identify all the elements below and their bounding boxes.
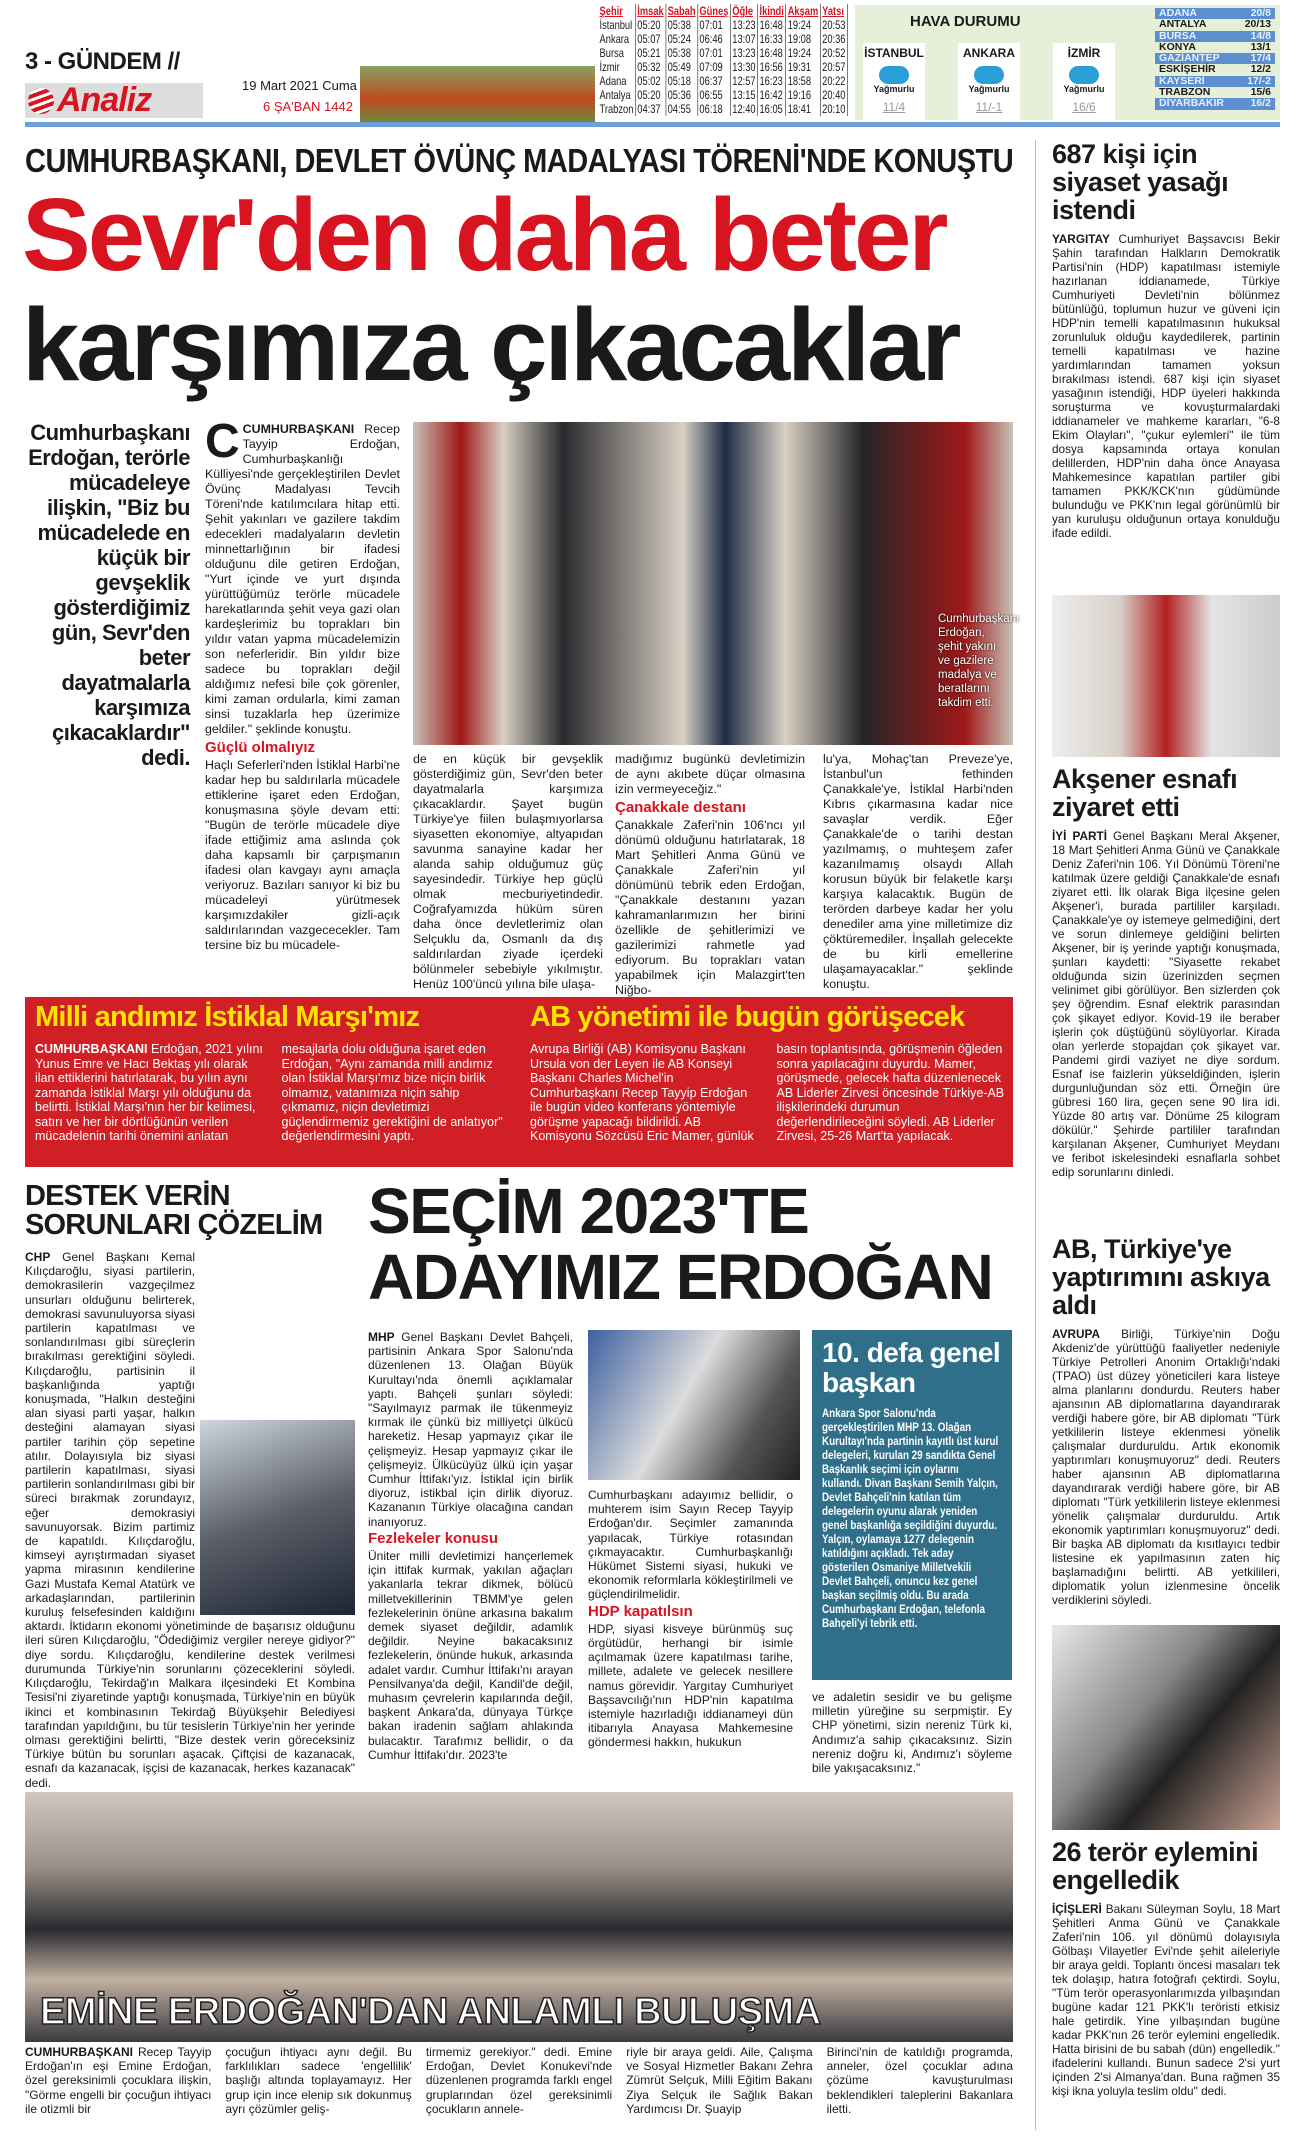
- rain-cloud-icon: [879, 66, 909, 84]
- prayer-cell: 06:46: [697, 32, 730, 46]
- article-col-1: CCUMHURBAŞKANI Recep Tayyip Erdoğan, Cumhurbaşkanlığı Külliyesi'nde gerçekleştirilen Devlet Övünç Madalyası Tevcih Töreni'nde katılımcılara hitap etti. Şehit yakınları ve gazilere takdim edecekleri madalyaların devletin minnettarlığının bir ifadesi olduğunu dile getiren Erdoğan, "Yurt içinde ve yurt dışında yürüttüğümüz terörle mücadele harekatlarında şehit veya gazi olan kardeşlerimiz bu toprakları bin yıldır vatan yapma mücadelemizin son neferleridir. Bin yıldır bize sadece bu toprakları değil aldığımız nefesi bile çok görenler, kimi zaman ordularla, kimi zaman sinsi tuzaklarla hep üzerimize geldiler." şeklinde konuştu. Güçlü olmalıyız Haçlı Seferleri'nden İstiklal Harbi'ne kadar hep bu saldırılarla mücadele ettiklerine işaret eden Erdoğan, konuşmasına şöyle devam etti: "Bugün de terörle mücadele diye ifade ettiğimiz ama aslında çok daha kapsamlı bir çarpışmanın ifadesi olan kavgayı aynı amaçla veriyoruz. Bazıları sanıyor ki biz bu mücadeleyi yürütmesek karşımızdakiler gizli-açık saldırılarından vazgececekler. Tam tersine biz bu mücadele-: [205, 415, 400, 952]
- prayer-row: [598, 46, 847, 60]
- sidebar-text-4: İÇİŞLERİ Bakanı Süleyman Soylu, 18 Mart Şehitleri Anma Günü ve Çanakkale Zaferi'nin 106. yıl dönümü dolayısıyla Gölbaşı Vilayetler Evi'nde şehit aileleriyle bir araya geldi. Toplantı öncesi masaları tek tek dolaşıp, hatıra fotoğrafı çektirdi. Soylu, "Tüm terör operasyonlarımızda yılbaşından bugüne kadar 121 PKK'lı teröristi etkisiz hale getirdik. Yine yılbaşından bugüne kadar PKK'nın 26 terör eylemini engelledik. Hatta birisini de bu sabah (dün) engelledik." ifadelerini kullandı. Bunun sadece 2'si yurt içinden 2'si Almanya'dan. Buna rağmen 35 kişi ikna yoluyla teslim oldu" dedi.: [1052, 1902, 1280, 2098]
- prayer-cell: 05:36: [666, 88, 698, 102]
- prayer-header: Güneş: [699, 4, 729, 18]
- prayer-cell: 19:31: [786, 60, 820, 74]
- prayer-cell: 05:20: [635, 18, 665, 32]
- emine-title: EMİNE ERDOĞAN'DAN ANLAMLI BULUŞMA: [40, 1991, 821, 2033]
- city: TRABZON: [1159, 86, 1211, 99]
- prayer-header: İkindi: [759, 4, 784, 18]
- secim-col-1: MHP Genel Başkanı Devlet Bahçeli, partisinin Ankara Spor Salonu'nda düzenlenen 13. Olağan Büyük Kurultayı'nda önemli açıklamalar yaptı. Bahçeli şunları söyledi: "Sayılmayız parmak ile tükenmeyiz kırmak ile çünkü biz milliyetçi ülkücü hareketiz. Hesap yapmayız çıkar ile çelişmeyiz. Hesap yapmayız çıkar ile çelişmeyiz. Ülkücüyüz ülkü için yaşar Cumhur İttifakı'yız. İstiklal için birlik diyoruz, istikbal için dirlik diyoruz. Kazananın Türkiye olacağına candan inanıyoruz. Fezlekeler konusu Üniter milli devletimizi hançerlemek için ittifak kurmak, yakılan ağaçları yakanlarla tekrar dikmek, bölücü milletvekillerinin TBMM'ye gelen fezlekelerinin önüne arkasına bakalım demek siyaset değildir, adamlık değildir. Neyine bakacaksınız fezlekelerin, önünde hukuk, arkasında adalet vardır. Cumhur İttifakı'nı arayan Pensilvanya'da değil, Kandil'de değil, muhasım çevrelerin kapılarında değil, başkent Ankara'da, dünyaya Türkçe bakan iradenin sağlam ahlakında bulacaktır. Tarafımız bellidir, o da Cumhur İttifakı'dır. 2023'te: [368, 1330, 573, 1762]
- prayer-row: [598, 102, 847, 116]
- prayer-header: İmsak: [637, 4, 664, 18]
- destek-title: DESTEK VERİN SORUNLARI ÇÖZELİM: [25, 1180, 323, 1241]
- weather-city-card: [1053, 43, 1115, 125]
- prayer-cell: 18:58: [786, 74, 820, 88]
- prayer-cell: 07:09: [697, 60, 730, 74]
- prayer-cell: 06:55: [697, 88, 730, 102]
- temp: 20/13: [1244, 18, 1271, 31]
- prayer-cell: 16:48: [758, 46, 786, 60]
- temp: 20/8: [1250, 7, 1271, 19]
- date: 19 Mart 2021 Cuma: [242, 78, 357, 93]
- band-left-text: CUMHURBAŞKANI Erdoğan, 2021 yılını Yunus Emre ve Hacı Bektaş yılı olarak ilan ettiklerini hatırlatarak, bu yılın aynı zamanda İstiklal Marşı yılı olduğunu da belirtti. İstiklal Marşı'nın her bir kelimesi, satırı ve her bir dörtlüğünün verilen mücadelenin tarihi önemini anlatan mesajlarla dolu olduğuna işaret eden Erdoğan, "Aynı zamanda milli andımız olan İstiklal Marşı'mız bize niçin birlik olmamız, vatanımıza niçin sahip çıkmamız, niçin devletimizi güçlendirmemiz gerektiğini de anlatıyor" değerlendirmesini yaptı.: [35, 1042, 503, 1143]
- subheading: HDP kapatılsın: [588, 1602, 693, 1620]
- sidebar-title-2: Akşener esnafı ziyaret etti: [1052, 764, 1238, 822]
- prayer-cell: 05:21: [635, 46, 665, 60]
- prayer-cell: 05:18: [666, 74, 698, 88]
- prayer-cell: 05:07: [635, 32, 665, 46]
- prayer-cell: 16:23: [758, 74, 786, 88]
- band-right-title: AB yönetimi ile bugün görüşecek: [530, 1001, 965, 1033]
- header-rule: [25, 122, 1280, 127]
- prayer-row: [598, 18, 847, 32]
- logo-globe-icon: [28, 88, 54, 114]
- prayer-cell: 16:33: [758, 32, 786, 46]
- prayer-cell: 16:48: [758, 18, 786, 32]
- prayer-cell: 13:23: [732, 46, 756, 60]
- prayer-cell: 05:38: [666, 18, 698, 32]
- temp: 15/6: [1250, 86, 1271, 99]
- column-divider: [1035, 140, 1036, 2130]
- prayer-cell: 20:36: [822, 32, 846, 46]
- secim-title: SEÇİM 2023'TE ADAYIMIZ ERDOĞAN: [368, 1175, 993, 1313]
- logo-text: Analiz: [57, 81, 152, 119]
- prayer-cell: 16:05: [758, 102, 786, 116]
- mhp-box-text: Ankara Spor Salonu'nda gerçekleştirilen MHP 13. Olağan Kurultayı'nda partinin kayıtlı üst kurul delegeleri, kurulan 29 sandıkta Genel Başkanlık seçimi için oylarını kullandı. Divan Başkanı Semih Yalçın, Devlet Bahçeli'nin katılan tüm delegelerin oyunu alarak yeniden genel başkanlığa seçildiğini duyurdu. Yalçın, oylamaya 1277 delegenin katıldığını açıkladı. Tek aday gösterilen Osmaniye Milletvekili Devlet Bahçeli, onuncu kez genel başkan seçilmiş oldu. Bu arada Cumhurbaşkanı Erdoğan, telefonla Bahçeli'yi tebrik etti.: [822, 1406, 999, 1630]
- temp: 17/-2: [1247, 74, 1271, 87]
- subheading: Fezlekeler konusu: [368, 1529, 499, 1547]
- prayer-cell: 20:40: [822, 88, 846, 102]
- prayer-cell: 20:57: [822, 60, 846, 74]
- weather-temp: 11/-1: [975, 100, 1003, 114]
- prayer-row: [598, 32, 847, 46]
- weather-city-list: [1155, 8, 1275, 110]
- prayer-cell: 05:24: [666, 32, 698, 46]
- headline-black: karşımıza çıkacaklar: [22, 287, 959, 402]
- secim-col-2: Cumhurbaşkanı adayımız bellidir, o muhterem isim Sayın Recep Tayyip Erdoğan'dır. Seçimler zamanında yapılacak, Türkiye rotasından çıkmayacaktır. Cumhurbaşkanlığı Hükümet Sistemi siyasi, hukuki ve ekonomik reformlarla kökleştirilmeli ve güçlendirilmelidir. HDP kapatılsın HDP, siyasi kisveye bürünmüş suç örgütüdür, herhangi bir isimle açılmamak üzere kapatılması tarihe, millete, adalete ve gelecek nesillere namus görevidir. Yargıtay Cumhuriyet Başsavcılığı'nın HDP'nin kapatılma istemiyle hazırladığı iddianameyi dün itibarıyla Anayasa Mahkemesine göndermesi hakkın, hukukun: [588, 1488, 793, 1750]
- sidebar-text-1: YARGITAY Cumhuriyet Başsavcısı Bekir Şahin tarafından Halkların Demokratik Partisi'nin (HDP) kapatılması istemiyle hazırlanan iddianamede, Türkiye Cumhuriyeti Devleti'nin bölünmez bütünlüğü, toplumun huzur ve güveni için HDP'nin temelli kapatılmasının hukuksal zorunluluk olduğu kaydedilerek, partinin temelli kapatılması ve hazine yardımlarından tamamen yoksun bırakılması istendi. 687 kişi için siyaset yasağının istendiği, HDP üyeleri hakkında soruşturma ve kovuşturmalardaki iddianameler ve mahkeme kararları, "6-8 Ekim Olayları", "çukur eylemleri" ile tüm dosya kapsamında ortaya konulan delillerden, HDP'nin daha önce Anayasa Mahkemesince kapatılan partiler gibi tamamen PKK/KCK'nın güdümünde bulunduğu ve PKK'nın legal görünümlü bir yan kuruluşu olduğunun ortaya konulduğu ifade edildi.: [1052, 232, 1280, 540]
- prayer-header: Şehir: [598, 4, 635, 18]
- prayer-cell: 20:10: [822, 102, 846, 116]
- secim-col-3: ve adaletin sesidir ve bu gelişme milletin yüreğine su serpmiştir. Ey CHP yönetimi, sizin nereniz Türk ki, Andımız'a sahip çıkacaksınız. Sizin nereniz doğru ki, Andımız'ı söyleme bile yakışacaksınız.": [812, 1690, 1012, 1776]
- prayer-cell: 20:53: [822, 18, 846, 32]
- sidebar-4: [1052, 1838, 1280, 2142]
- temp: 14/8: [1250, 29, 1271, 42]
- city: KAYSERİ: [1159, 74, 1205, 87]
- prayer-row: [598, 60, 847, 74]
- prayer-cell: 07:01: [697, 46, 730, 60]
- prayer-cell: 05:38: [666, 46, 698, 60]
- weather-city-card: [863, 43, 925, 125]
- article-col-4: lu'ya, Mohaç'tan Preveze'ye, İstanbul'un fethinden Çanakkale'ye, İstiklal Harbi'nden Kıbrıs çıkarmasına kadar nice savaşlar verdik. Eğer Çanakkale'de o tarihi destan yazılmamış, o muhteşem zafer kazanılmamış olsaydı Allah korusun büyük bir felaketle karşı karşıya kalacaktık. Bugün de terörden darbeye kadar her yolu denediler ama yine milletimize diz çöktüremediler. İnşallah gelecekte de bu kirli emellerine ulaşamayacaklar." şeklinde konuştu.: [823, 752, 1013, 991]
- kicker: CUMHURBAŞKANI, DEVLET ÖVÜNÇ MADALYASI TÖRENİ'NDE KONUŞTU: [25, 142, 1014, 179]
- article-col-2: de en küçük bir gevşeklik gösterdiğimiz gün, Sevr'den beter dayatmalarla karşımıza çıkacaklardır. Şayet bugün Türkiye'ye fiilen bulaşmıyorlarsa siyasetten ekonomiye, altyapıdan savunma sanayine kadar her alanda sahip olduğumuz güç sayesindedir. Türkiye hep güçlü olmak mecburiyetindedir. Coğrafyamızda hüküm süren daha önce devletlerimiz olan Selçuklu da, Osmanlı da dış saldırılardan ziyade içerdeki bölünmeler sebebiyle yıkılmıştır. Henüz 100'üncü yılına bile ulaşa-: [413, 752, 603, 991]
- prayer-cell: 16:56: [758, 60, 786, 74]
- temp: 16/2: [1250, 97, 1271, 110]
- weather-temp: 16/6: [1072, 100, 1096, 114]
- sidebar: [1052, 140, 1280, 672]
- weather-condition: Yağmurlu: [873, 84, 915, 94]
- ceremony-photo: [413, 422, 1020, 745]
- mhp-box: [812, 1330, 1012, 1680]
- weather-list-item: [1155, 98, 1275, 109]
- prayer-cell: 13:30: [732, 60, 756, 74]
- prayer-cell: Adana: [598, 74, 635, 88]
- city: DİYARBAKIR: [1159, 97, 1224, 110]
- temp: 12/2: [1250, 63, 1271, 76]
- prayer-cell: 05:49: [666, 60, 698, 74]
- temp: 17/4: [1250, 52, 1271, 65]
- city: ANTALYA: [1159, 18, 1207, 31]
- weather-list-item: [1155, 19, 1275, 30]
- prayer-header: Sabah: [667, 4, 696, 18]
- bahceli-photo: [588, 1330, 800, 1480]
- city: BURSA: [1159, 29, 1197, 42]
- prayer-cell: 05:02: [635, 74, 665, 88]
- prayer-cell: İzmir: [598, 60, 635, 74]
- weather-condition: Yağmurlu: [968, 84, 1010, 94]
- prayer-cell: Ankara: [598, 32, 635, 46]
- prayer-header: Yatsı: [820, 4, 847, 18]
- prayer-header: Öğle: [730, 4, 757, 18]
- rain-cloud-icon: [1069, 66, 1099, 84]
- prayer-cell: 12:40: [732, 102, 756, 116]
- destek-text: CHP Genel Başkanı Kemal Kılıçdaroğlu, siyasi partilerin, demokrasilerin vazgeçilmez unsurları olduğunu belirterek, demokrasi savunuluyorsa siyasi partilerin kapatılması ve sonlandırılması gibi süreçlerin bırakılması gerektiğini söyledi. Kılıçdaroğlu, partisinin il başkanlığında yaptığı konuşmada, "Halkın desteğini alan siyasi parti yaşar, halkın desteğini alamayan siyasi partiler tarihin çöp sepetine atılır. Dolayısıyla biz siyasi partilerin kapatılması, siyasi partilerin sonlandırılması gibi bir süreci bırakmak zorundayız, eğer demokrasiyi savunuyorsak. Bizim partimiz de kapatıldı. Kılıçdaroğlu, kimseyi ayrıştırmadan siyaset yapma mirasının kendilerine Gazi Mustafa Kemal Atatürk ve arkadaşlarından, partilerinin kuruluş felsefesinden kaldığını aktardı. İktidarın ekonomi yönetiminde de başarısız olduğunu ileri süren Kılıçdaroğlu, "Ödediğimiz vergiler nereye gidiyor?" diye sordu. Kılıçdaroğlu, kendilerine destek verilmesi durumunda Türkiye'nin sorunlarını çözeceklerini söyledi. Kılıçdaroğlu, Tekirdağ'ın Malkara ilçesindeki Et Kombina Tesisi'ni ziyaretinde yaptığı konuşmada, Türkiye'nin en büyük ikinci et kombinasının Tekirdağ Büyükşehir Belediyesi tarafından yapıldığını, bu tür tesislerin Türkiye'nin her yerinde olması gerektiğini belirtti, "Bize destek verin göreceksiniz Türkiye bütün bu sorunları aşacak. Çiftçisi de kazanacak, esnafı da kazanacak, işçisi de kazanacak, herkes kazanacak" dedi.: [25, 1250, 355, 1790]
- weather-panel: [855, 5, 1280, 120]
- subheading: Çanakkale destanı: [615, 799, 746, 816]
- band-right-text: Avrupa Birliği (AB) Komisyonu Başkanı Ursula von der Leyen ile AB Konseyi Başkanı Charles Michel'in Cumhurbaşkanı Recep Tayyip Erdoğan ile bugün video konferans yöntemiyle görüşme yapacağı bildirildi. AB Komisyonu Sözcüsü Eric Mamer, günlük basın toplantısında, görüşmenin öğleden sonra yapılacağını duyurdu. Mamer, görüşmede, gelecek hafta düzenlenecek AB Liderler Zirvesi öncesinde Türkiye-AB ilişkilerindeki durumun değerlendirileceğini söyledi. AB Liderler Zirvesi, 25-26 Mart'ta yapılacak.: [530, 1042, 1005, 1143]
- prayer-cell: 20:52: [822, 46, 846, 60]
- weather-city: İZMİR: [1067, 46, 1101, 60]
- sidebar-2: [1052, 765, 1280, 1289]
- prayer-cell: 18:41: [786, 102, 820, 116]
- sidebar-text-3: AVRUPA Birliği, Türkiye'nin Doğu Akdeniz'de yürüttüğü faaliyetler nedeniyle Türkiye Petrolleri Anonim Ortaklığı'ndaki (TPAO) üst düzey yöneticileri kara listeye alma planlarını dondurdu. Reuters haber ajansının AB diplomatlarına dayandırarak verdiği habere göre, bir AB diplomatı "Türk yetkililerin listeye eklenmesi yönelik çalışmalar durduruldu. Artık ekonomik yaptırımları konuşmuyoruz" dedi. Reuters haber ajansının AB diplomatlarına dayandırarak verdiği habere göre, bir AB diplomatı "Türk yetkililerin listeye eklenmesi yönelik çalışmalar durduruldu. Artık ekonomik yaptırımları konuşmuyoruz" dedi. Bir başka AB diplomatı da kısıtlayıcı tedbir listesine ek yapılmasının zaten hiç başlamadığını belirtti. AB yetkilileri, diplomatik yolun izlenmesine öncelik verdiklerini söyledi.: [1052, 1327, 1280, 1607]
- emine-text: CUMHURBAŞKANI Recep Tayyip Erdoğan'ın eşi Emine Erdoğan, özel gereksinimli çocuklara ilişkin, "Görme engelli bir çocuğun ihtiyacı ile otizmli bir çocuğun ihtiyacı aynı değil. Bu farklılıkları sadece 'engellilik' başlığı altında toplayamayız. Her grup için ince elenip sık dokunmuş ayrı çözümler geliş- tirmemiz gerekiyor." dedi. Emine Erdoğan, Devlet Konukevi'nde düzenlenen programda farklı engel gruplarından özel gereksinimli çocukların annele- riyle bir araya geldi. Aile, Çalışma ve Sosyal Hizmetler Bakanı Zehra Zümrüt Selçuk, Milli Eğitim Bakanı Ziya Selçuk ile Sağlık Bakan Yardımcısı Dr. Şuayip Birinci'nin de katıldığı programda, anneler, özel çocuklar adına çözüme kavuşturulması beklendikleri taleplerini Bakanlara iletti.: [25, 2045, 1014, 2116]
- sidebar-title-1: 687 kişi için siyaset yasağı istendi: [1052, 139, 1229, 225]
- headline-red: Sevr'den daha beter: [22, 177, 946, 292]
- subheading: Güçlü olmalıyız: [205, 739, 316, 756]
- mhp-box-title: 10. defa genel başkan: [822, 1337, 1001, 1398]
- prayer-cell: Trabzon: [599, 102, 634, 116]
- red-band: [25, 997, 1013, 1167]
- prayer-row: [598, 74, 847, 88]
- emine-erdogan-photo: [25, 1792, 1013, 2042]
- prayer-times-wrapper: [598, 4, 848, 116]
- weather-city: ANKARA: [963, 46, 1015, 60]
- weather-condition: Yağmurlu: [1063, 84, 1105, 94]
- prayer-cell: 04:55: [666, 102, 698, 116]
- weather-title: HAVA DURUMU: [910, 13, 1021, 30]
- prayer-cell: 12:57: [732, 74, 756, 88]
- prayer-cell: 06:37: [697, 74, 730, 88]
- sidebar-text-2: İYİ PARTİ Genel Başkanı Meral Akşener, 18 Mart Şehitleri Anma Günü ve Çanakkale Deniz Zaferi'nin 106. Yıl Dönümü Töreni'ne katılmak üzere geldiği Çanakkale'de esnafı ziyaret etti. İlk olarak Biga ilçesine gelen Akşener'i, burada partililer karşıladı. Çanakkale'ye oy istemeye gelmediğini, dert ve sorun dinlemeye geldiğini belirten Akşener, bir iş yerinde yaptığı konuşmada, şunları kaydetti: "Siyasette rekabet olduğunda sizin üzerinizden seçmen velinimet gibi görülüyor. Ben sizlerden çok şey öğrendim. Esnaf elektrik parasından çok şikayet ediyor. Kovid-19 ile beraber işlerin çok düştüğünü söylüyorlar. Kirada olan yerlerde stopajdan çok şikayet var. Pandemi girdi vaziyet ne diye sordum. Esnaf ise faizlerin yükseldiğinden, işlerin durgunluğundan söz etti. Örneğin üre gübresi 160 lira, geçen sene 90 lira idi. Yüzde 80 artış var. Dönüme 25 kilogram dökülür." Şehirde partililer tarafından karşılanan Akşener, Cumhuriyet Meydanı ve feribot iskelesindeki esnaflarla sohbet edip sorunlarını dinledi.: [1052, 829, 1280, 1179]
- weather-temp: 11/4: [882, 100, 906, 114]
- sidebar-title-3: AB, Türkiye'ye yaptırımını askıya aldı: [1052, 1234, 1270, 1320]
- aksener-photo: [1052, 595, 1280, 757]
- weather-city: İSTANBUL: [864, 46, 924, 60]
- prayer-cell: 19:08: [786, 32, 820, 46]
- article-col-3: madığımız bugünkü devletimizin de aynı akıbete düçar olmasına izin vermeyeceğiz." Çanakkale destanı Çanakkale Zaferi'nin 106'ncı yıl dönümü olduğunu hatırlatarak, 18 Mart Şehitleri Anma Günü ve Çanakkale Zaferi'nin yıl dönümünü tebrik eden Erdoğan, "Çanakkale destanını yazan kahramanlarımızın her birini özellikle de şehitlerimizi ve gazilerimizi rahmetle yad ediyorum. Bu toprakları vatan yapabilmek için Malazgirt'ten Niğbo-: [615, 752, 805, 997]
- prayer-cell: Antalya: [598, 88, 635, 102]
- prayer-cell: 19:24: [786, 46, 820, 60]
- sidebar-title-4: 26 terör eylemini engelledik: [1052, 1837, 1259, 1895]
- prayer-row: [598, 88, 847, 102]
- mosque-image: [360, 10, 595, 122]
- photo-caption: Cumhurbaşkanı Erdoğan, şehit yakını ve gazilere madalya ve beratlarını takdim etti.: [938, 613, 1020, 709]
- rain-cloud-icon: [974, 66, 1004, 84]
- city: ESKİŞEHİR: [1159, 63, 1216, 76]
- prayer-cell: 13:07: [732, 32, 756, 46]
- band-left-title: Milli andımız İstiklal Marşı'mız: [35, 1001, 420, 1033]
- prayer-cell: Bursa: [598, 46, 635, 60]
- weather-city-card: [958, 43, 1020, 125]
- sidebar-3: [1052, 1235, 1280, 1627]
- prayer-cell: 13:23: [732, 18, 756, 32]
- prayer-cell: İstanbul: [598, 18, 635, 32]
- prayer-cell: 19:16: [786, 88, 820, 102]
- prayer-cell: 05:32: [635, 60, 665, 74]
- hijri-date: 6 ŞA'BAN 1442: [263, 99, 353, 114]
- prayer-cell: 06:18: [697, 102, 730, 116]
- pullquote: Cumhurbaşkanı Erdoğan, terörle mücadeleye ilişkin, "Biz bu mücadelede en küçük bir gevşeklik gösterdiğimiz gün, Sevr'den beter dayatmalarla karşımıza çıkacaklardır" dedi.: [28, 420, 190, 770]
- prayer-cell: 04:37: [635, 102, 665, 116]
- prayer-cell: 19:24: [786, 18, 820, 32]
- logo: [25, 83, 203, 118]
- section-label: 3 - GÜNDEM //: [25, 48, 180, 75]
- prayer-cell: 13:15: [732, 88, 756, 102]
- soylu-photo: [1052, 1625, 1280, 1830]
- temp: 13/1: [1250, 40, 1271, 53]
- prayer-cell: 20:22: [822, 74, 846, 88]
- city: GAZİANTEP: [1159, 52, 1220, 65]
- city: KONYA: [1159, 40, 1196, 53]
- prayer-cell: 16:42: [758, 88, 786, 102]
- city: ADANA: [1159, 7, 1197, 19]
- prayer-times-table: [598, 4, 848, 116]
- prayer-header: Akşam: [787, 4, 819, 18]
- prayer-cell: 07:01: [697, 18, 730, 32]
- prayer-cell: 05:20: [635, 88, 665, 102]
